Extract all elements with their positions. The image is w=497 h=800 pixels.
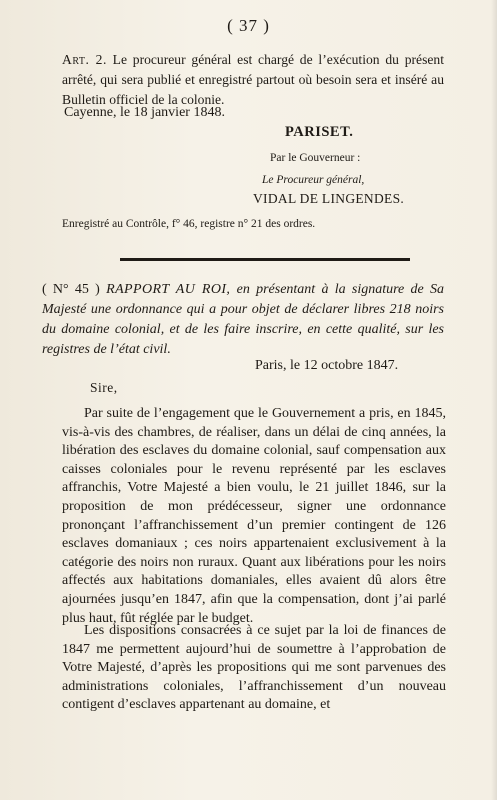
dateline-cayenne: Cayenne, le 18 janvier 1848.	[64, 105, 225, 120]
par-le-gouverneur: Par le Gouverneur :	[270, 152, 361, 164]
signature-vidal: VIDAL DE LINGENDES.	[253, 191, 405, 206]
rapport-heading	[42, 280, 444, 360]
article-label: Art. 2.	[62, 52, 107, 67]
rapport-description: en présentant à la signature de Sa Majesté une ordonnance qui a pour objet de déclarer libres 218 noirs du domaine colonial, et de les faire inscrire, en cette qualité, sur les registres de l’état civil.	[42, 282, 445, 357]
rapport-number: ( N° 45 )	[42, 282, 100, 297]
section-divider	[120, 259, 410, 261]
paragraph-2: Les dispositions consacrées à ce sujet par la loi de finances de 1847 me permettent aujourd’hui de soumettre à l’approbation de Votre Majesté, d’après les propositions qui me sont parvenues des administrations coloniales, l’affranchissement d’un nouveau contigent d’esclaves appartenant au domaine, et	[62, 623, 446, 713]
procureur-general-label: Le Procureur général,	[262, 174, 365, 186]
article-2	[62, 50, 444, 110]
dateline-paris: Paris, le 12 octobre 1847.	[255, 358, 399, 373]
page-number: ( 37 )	[227, 16, 270, 35]
registration-note: Enregistré au Contrôle, f° 46, registre n° 21 des ordres.	[62, 218, 316, 230]
salutation: Sire,	[90, 380, 118, 395]
paragraph-1: Par suite de l’engagement que le Gouvernement a pris, en 1845, vis-à-vis des chambres, de réaliser, dans un délai de cinq années, la libération des esclaves du domaine colonial, sauf compensation aux caisses coloniales pour le revenu représenté par les esclaves affranchis, Votre Majesté a bien voulu, le 21 juillet 1846, sur la proposition de mon prédécesseur, signer une ordonnance prononçant l’affranchissement d’un premier contingent de 126 esclaves domaniaux ; ces noirs appartenaient exclusivement à la catégorie des noirs non ruraux. Quant aux libérations pour les noirs affectés aux habitations domaniales, elles avaient dû alors être ajournées jusqu’en 1847, afin que la compensation, dont j’ai parlé plus haut, fût réglée par le budget.	[62, 406, 446, 626]
page-edge-shadow	[491, 0, 497, 800]
article-text: Le procureur général est chargé de l’exécution du présent arrêté, qui sera publié et enregistré partout où besoin sera et inséré au Bulletin officiel de la colonie.	[62, 52, 444, 107]
rapport-title: RAPPORT AU ROI,	[106, 282, 231, 297]
signature-pariset: PARISET.	[285, 124, 354, 140]
